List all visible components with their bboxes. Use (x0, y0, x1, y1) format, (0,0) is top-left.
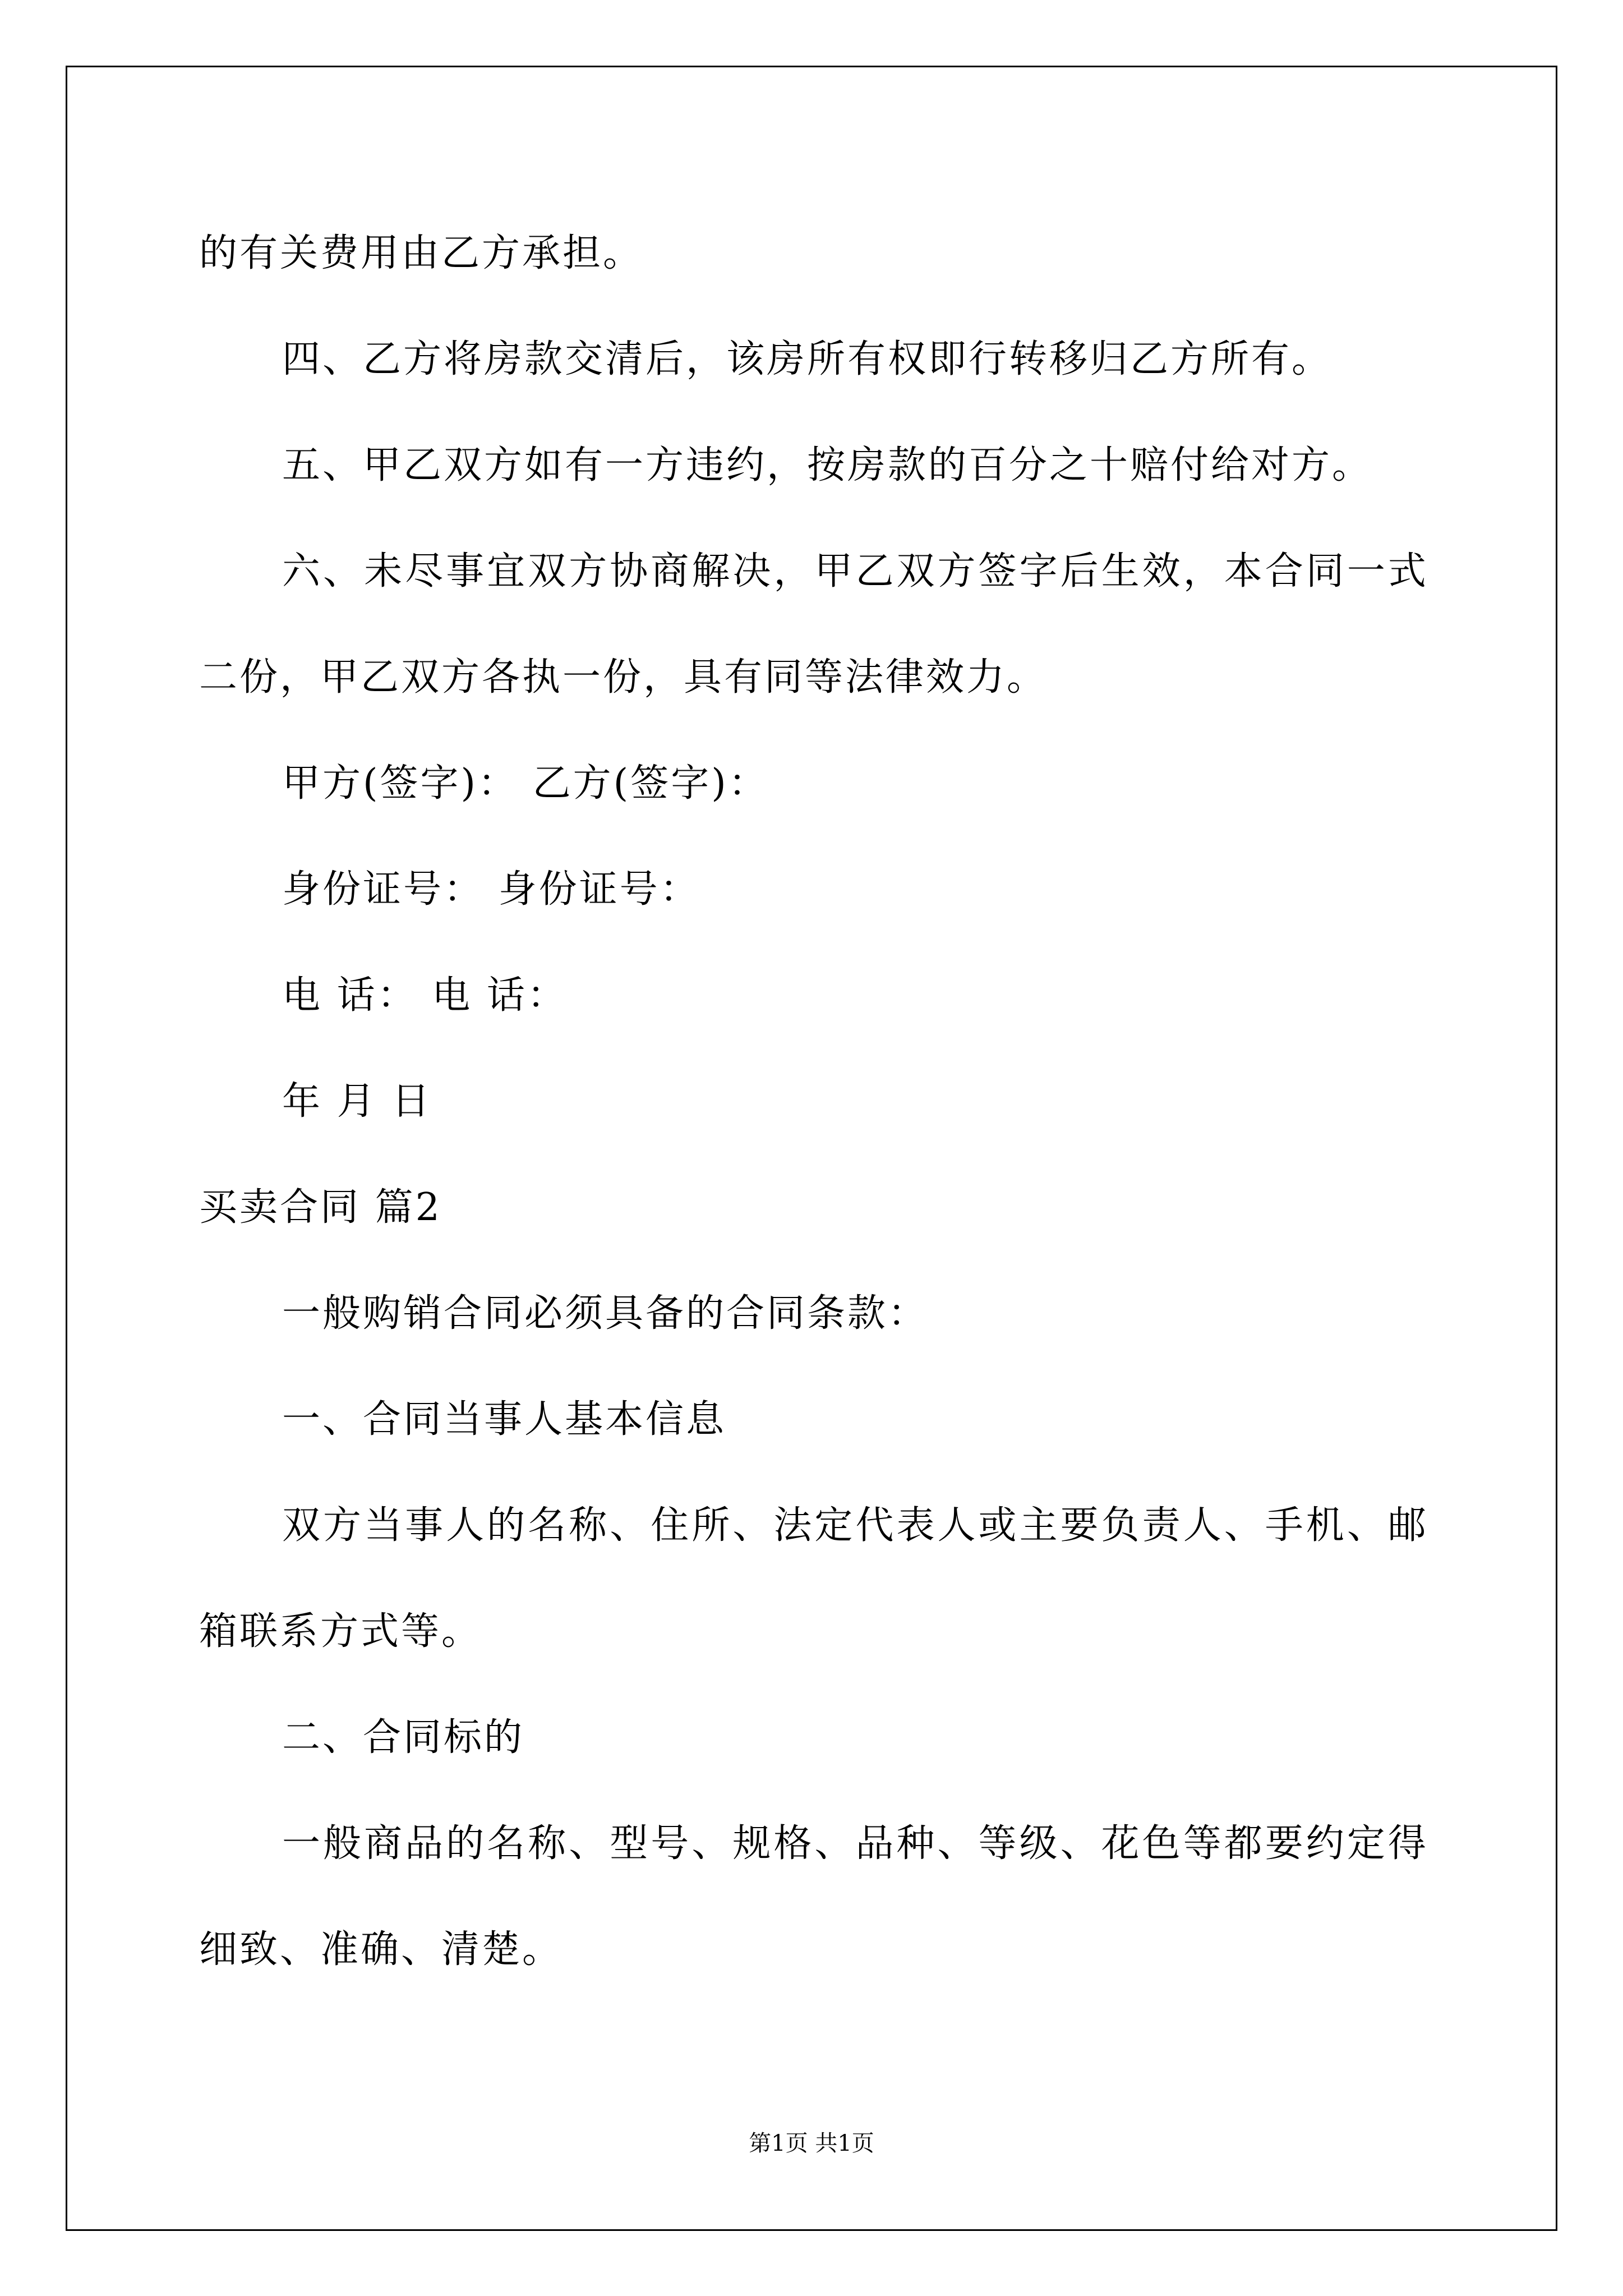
paragraph-line: 五、甲乙双方如有一方违约，按房款的百分之十赔付给对方。 (282, 443, 1373, 487)
character: 定 (814, 1503, 853, 1548)
clause-heading: 二、合同标的 (282, 1715, 525, 1760)
character: 协 (610, 549, 648, 593)
character: 代 (855, 1503, 894, 1548)
character: 主 (1019, 1503, 1058, 1548)
character: 乙 (855, 549, 894, 593)
character: 双 (896, 549, 935, 593)
character: 品 (405, 1821, 444, 1866)
character: 当 (364, 1503, 403, 1548)
character: 决 (732, 549, 771, 593)
character: 效 (1142, 549, 1181, 593)
character: 方 (569, 549, 607, 593)
character: 方 (937, 549, 976, 593)
signature-line-phone: 电 话： 电 话： (282, 973, 568, 1018)
character: 负 (1101, 1503, 1140, 1548)
character: 种 (896, 1821, 935, 1866)
character: 方 (323, 1503, 362, 1548)
character: 、 (937, 1821, 976, 1866)
character: 要 (1265, 1821, 1303, 1866)
character: 规 (732, 1821, 771, 1866)
character: 事 (405, 1503, 444, 1548)
character: 、 (610, 1503, 648, 1548)
paragraph-line-justified (282, 1821, 1426, 1866)
character: 等 (978, 1821, 1017, 1866)
character: 级 (1019, 1821, 1058, 1866)
signature-line-id: 身份证号： 身份证号： (282, 867, 700, 912)
character: 字 (1019, 549, 1058, 593)
paragraph-line-justified (282, 1503, 1426, 1548)
character: 得 (1387, 1821, 1426, 1866)
character: 、 (569, 1821, 607, 1866)
character: 都 (1224, 1821, 1262, 1866)
character: 商 (364, 1821, 403, 1866)
character: 般 (323, 1821, 362, 1866)
character: 表 (896, 1503, 935, 1548)
character: 商 (651, 549, 689, 593)
character: 同 (1306, 549, 1344, 593)
signature-line-date: 年 月 日 (282, 1079, 432, 1124)
character: 要 (1060, 1503, 1099, 1548)
character: 未 (364, 549, 403, 593)
character: 责 (1142, 1503, 1181, 1548)
character: 事 (446, 549, 485, 593)
paragraph-line: 箱联系方式等。 (199, 1609, 482, 1654)
character: 手 (1265, 1503, 1303, 1548)
signature-line-party: 甲方(签字)： 乙方(签字)： (282, 761, 769, 806)
character: 品 (855, 1821, 894, 1866)
character: 定 (1347, 1821, 1385, 1866)
character: 机 (1306, 1503, 1344, 1548)
character: 格 (773, 1821, 812, 1866)
character: 人 (937, 1503, 976, 1548)
character: 六 (282, 549, 321, 593)
character: 等 (1183, 1821, 1221, 1866)
character: 、 (691, 1821, 730, 1866)
character: 解 (691, 549, 730, 593)
character: 、 (732, 1503, 771, 1548)
character: 、 (814, 1821, 853, 1866)
character: 、 (1347, 1503, 1385, 1548)
paragraph-line: 的有关费用由乙方承担。 (199, 231, 644, 275)
character: 生 (1101, 549, 1140, 593)
character: 的 (487, 1503, 525, 1548)
character: 一 (282, 1821, 321, 1866)
character: 后 (1060, 549, 1099, 593)
character: 双 (282, 1503, 321, 1548)
character: 名 (528, 1503, 566, 1548)
character: 、 (1060, 1821, 1099, 1866)
character: 本 (1224, 549, 1262, 593)
character: ， (773, 549, 812, 593)
character: 或 (978, 1503, 1017, 1548)
character: 色 (1142, 1821, 1181, 1866)
character: 称 (528, 1821, 566, 1866)
character: 邮 (1387, 1503, 1426, 1548)
page-border (66, 66, 1557, 2231)
character: 约 (1306, 1821, 1344, 1866)
character: 、 (1224, 1503, 1262, 1548)
character: 型 (610, 1821, 648, 1866)
page-footer: 第1页 共1页 (749, 2131, 874, 2156)
clause-heading: 一、合同当事人基本信息 (282, 1397, 727, 1442)
section-heading: 买卖合同 篇2 (199, 1185, 442, 1230)
character: 名 (487, 1821, 525, 1866)
paragraph-line: 一般购销合同必须具备的合同条款： (282, 1291, 929, 1336)
character: 双 (528, 549, 566, 593)
character: 一 (1347, 549, 1385, 593)
character: 人 (446, 1503, 485, 1548)
character: 的 (446, 1821, 485, 1866)
character: 花 (1101, 1821, 1140, 1866)
character: 法 (773, 1503, 812, 1548)
character: 人 (1183, 1503, 1221, 1548)
character: 尽 (405, 549, 444, 593)
character: 式 (1387, 549, 1426, 593)
character: 、 (323, 549, 362, 593)
character: 住 (651, 1503, 689, 1548)
character: 签 (978, 549, 1017, 593)
character: 号 (651, 1821, 689, 1866)
character: 合 (1265, 549, 1303, 593)
character: 称 (569, 1503, 607, 1548)
character: 甲 (814, 549, 853, 593)
paragraph-line: 细致、准确、清楚。 (199, 1927, 563, 1972)
character: ， (1183, 549, 1221, 593)
paragraph-line: 二份，甲乙双方各执一份，具有同等法律效力。 (199, 655, 1048, 700)
character: 所 (691, 1503, 730, 1548)
paragraph-line: 四、乙方将房款交清后，该房所有权即行转移归乙方所有。 (282, 337, 1332, 381)
character: 宜 (487, 549, 525, 593)
paragraph-line-justified (282, 549, 1426, 594)
